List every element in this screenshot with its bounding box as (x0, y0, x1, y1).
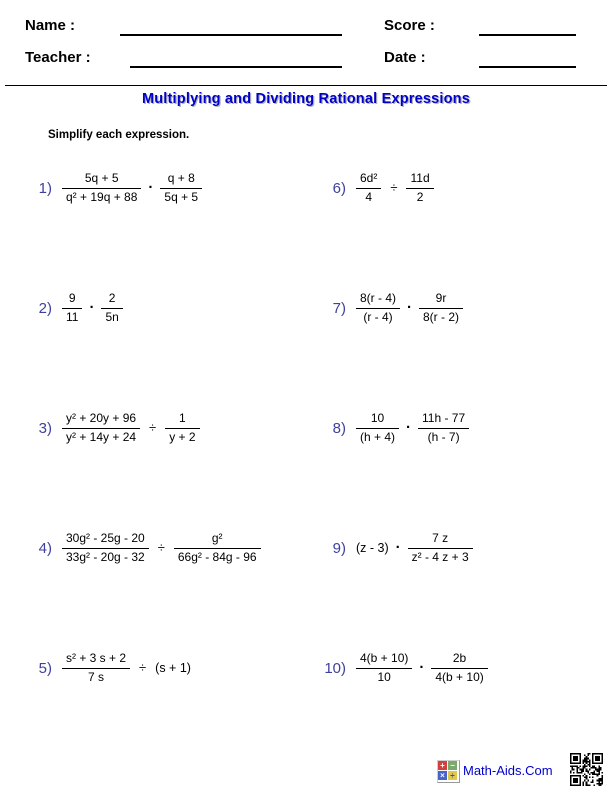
fraction-numerator: 6d² (356, 172, 381, 189)
fraction (356, 412, 399, 445)
date-label: Date : (384, 49, 426, 66)
fraction-numerator: 9r (419, 292, 463, 309)
name-blank-line (120, 34, 342, 36)
fraction-denominator: (h + 4) (360, 429, 396, 444)
multiply-operator: · (395, 539, 401, 557)
fraction-denominator: 5n (105, 309, 119, 324)
fraction (356, 172, 381, 205)
expression (62, 532, 261, 565)
fraction (62, 412, 140, 445)
problem-number: 1) (38, 179, 52, 197)
brand-link[interactable]: Math-Aids.Com (463, 763, 553, 778)
fraction-numerator: 2 (101, 292, 122, 309)
teacher-label: Teacher : (25, 49, 91, 66)
fraction-numerator: s² + 3 s + 2 (62, 652, 130, 669)
divide-operator: ÷ (149, 419, 157, 435)
fraction (62, 292, 82, 325)
problem-number: 2) (38, 299, 52, 317)
fraction-numerator: 11d (406, 172, 433, 189)
fraction-numerator: 10 (356, 412, 399, 429)
fraction (419, 292, 463, 325)
problem-row (316, 527, 473, 569)
score-label: Score : (384, 17, 435, 34)
fraction-numerator: 7 z (408, 532, 473, 549)
problem-number: 6) (332, 179, 346, 197)
fraction-numerator: 2b (431, 652, 487, 669)
expression (356, 292, 463, 325)
fraction (406, 172, 433, 205)
fraction-denominator: 5q + 5 (164, 189, 199, 204)
fraction-denominator: y + 2 (169, 429, 196, 444)
fraction-numerator: 9 (62, 292, 82, 309)
fraction-denominator: q² + 19q + 88 (66, 189, 138, 204)
fraction-numerator: 11h - 77 (418, 412, 469, 429)
problem-row (26, 527, 261, 569)
name-label: Name : (25, 17, 76, 34)
fraction-denominator: 11 (66, 309, 79, 324)
expression (356, 412, 469, 445)
fraction-numerator: 8(r - 4) (356, 292, 400, 309)
fraction (356, 292, 400, 325)
teacher-blank-line (130, 66, 342, 68)
multiply-operator: · (407, 299, 412, 317)
fraction-denominator: z² - 4 z + 3 (411, 549, 469, 564)
fraction-denominator: (h - 7) (427, 429, 460, 444)
multiply-operator: · (406, 419, 412, 437)
fraction-denominator: y² + 14y + 24 (66, 429, 137, 444)
instructions-text: Simplify each expression. (48, 129, 190, 141)
fraction (62, 532, 149, 565)
problem-row (26, 167, 202, 209)
fraction-denominator: 4 (365, 189, 373, 204)
problem-row (316, 167, 434, 209)
problem-row (316, 407, 469, 449)
fraction-numerator: g² (174, 532, 261, 549)
multiply-operator: · (419, 659, 425, 677)
fraction-denominator: 10 (377, 669, 391, 684)
fraction-numerator: 4(b + 10) (356, 652, 412, 669)
divide-operator: ÷ (390, 179, 398, 195)
multiply-operator: · (148, 179, 154, 197)
fraction (101, 292, 122, 325)
divide-operator: ÷ (139, 659, 147, 675)
fraction-denominator: 7 s (88, 669, 105, 684)
expression (356, 532, 473, 565)
expression-term: (z - 3) (356, 540, 389, 555)
qr-code-icon (570, 753, 603, 786)
expression (62, 172, 202, 205)
plus-icon: + (438, 761, 447, 770)
score-blank-line (479, 34, 576, 36)
fraction (62, 172, 141, 205)
expression (62, 412, 200, 445)
divide-operator: ÷ (157, 539, 165, 555)
problem-number: 9) (332, 539, 346, 557)
fraction (165, 412, 199, 445)
fraction (408, 532, 473, 565)
fraction-denominator: 33g² - 20g - 32 (66, 549, 145, 564)
expression (356, 652, 488, 685)
fraction (431, 652, 487, 685)
problem-number: 10) (324, 659, 346, 677)
expression (356, 172, 434, 205)
minus-icon: − (448, 761, 457, 770)
fraction (356, 652, 412, 685)
fraction-numerator: y² + 20y + 96 (62, 412, 140, 429)
fraction-denominator: 4(b + 10) (435, 669, 484, 684)
fraction-numerator: 1 (165, 412, 199, 429)
fraction-denominator: 66g² - 84g - 96 (177, 549, 257, 564)
fraction (62, 652, 130, 685)
expression (62, 292, 123, 325)
problem-row (26, 407, 200, 449)
fraction-denominator: 2 (416, 189, 424, 204)
divide-icon: ÷ (448, 771, 457, 780)
problem-number: 4) (38, 539, 52, 557)
problem-row (316, 647, 488, 689)
fraction-denominator: 8(r - 2) (423, 309, 459, 324)
times-icon: × (438, 771, 447, 780)
problem-row (26, 647, 191, 689)
fraction (418, 412, 469, 445)
expression-term: (s + 1) (155, 660, 191, 675)
multiply-operator: · (89, 299, 95, 317)
fraction-numerator: q + 8 (160, 172, 202, 189)
math-aids-logo-icon (437, 760, 460, 783)
date-blank-line (479, 66, 576, 68)
problem-number: 7) (332, 299, 346, 317)
fraction-denominator: (r - 4) (363, 309, 393, 324)
problem-number: 5) (38, 659, 52, 677)
problem-number: 8) (332, 419, 346, 437)
fraction-numerator: 5q + 5 (62, 172, 141, 189)
fraction (160, 172, 202, 205)
expression (62, 652, 191, 685)
problem-row (26, 287, 123, 329)
fraction-numerator: 30g² - 25g - 20 (62, 532, 149, 549)
header-divider-line (5, 85, 607, 86)
problem-number: 3) (38, 419, 52, 437)
fraction (174, 532, 261, 565)
worksheet-title: Multiplying and Dividing Rational Expressions (141, 91, 471, 107)
problem-row (316, 287, 463, 329)
